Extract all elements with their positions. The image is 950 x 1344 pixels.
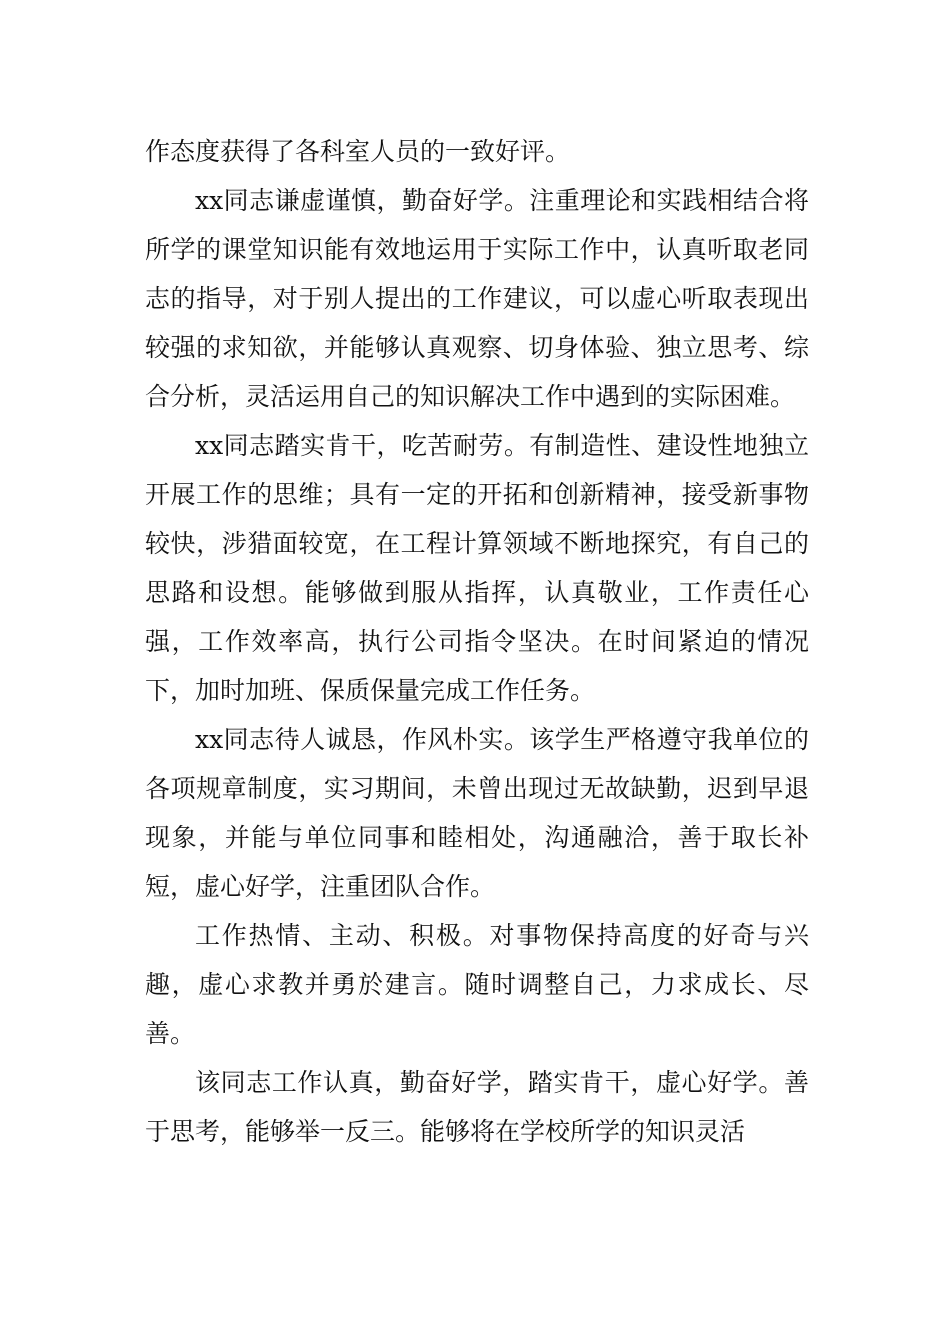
paragraph-diligence: xx同志踏实肯干，吃苦耐劳。有制造性、建设性地独立开展工作的思维；具有一定的开拓和创新精神，接受新事物较快，涉猎面较宽，在工程计算领域不断地探究，有自己的思路和设想。能够做到服从指挥，认真敬业，工作责任心强，工作效率高，执行公司指令坚决。在时间紧迫的情况下，加时加班、保质保量完成工作任务。 bbox=[145, 431, 809, 705]
paragraph-continuation: 作态度获得了各科室人员的一致好评。 bbox=[145, 137, 571, 166]
paragraph-enthusiasm: 工作热情、主动、积极。对事物保持高度的好奇与兴趣，虚心求教并勇於建言。随时调整自己，力求成长、尽善。 bbox=[145, 921, 809, 1048]
document-body bbox=[145, 127, 809, 1156]
paragraph-conscientious: 该同志工作认真，勤奋好学，踏实肯干，虚心好学。善于思考，能够举一反三。能够将在学校所学的知识灵活 bbox=[145, 1068, 809, 1146]
paragraph-sincerity: xx同志待人诚恳，作风朴实。该学生严格遵守我单位的各项规章制度，实习期间，未曾出现过无故缺勤，迟到早退现象，并能与单位同事和睦相处，沟通融洽，善于取长补短，虚心好学，注重团队合作。 bbox=[145, 725, 809, 901]
paragraph-modesty: xx同志谦虚谨慎，勤奋好学。注重理论和实践相结合将所学的课堂知识能有效地运用于实际工作中，认真听取老同志的指导，对于别人提出的工作建议，可以虚心听取表现出较强的求知欲，并能够认真观察、切身体验、独立思考、综合分析，灵活运用自己的知识解决工作中遇到的实际困难。 bbox=[145, 186, 809, 411]
